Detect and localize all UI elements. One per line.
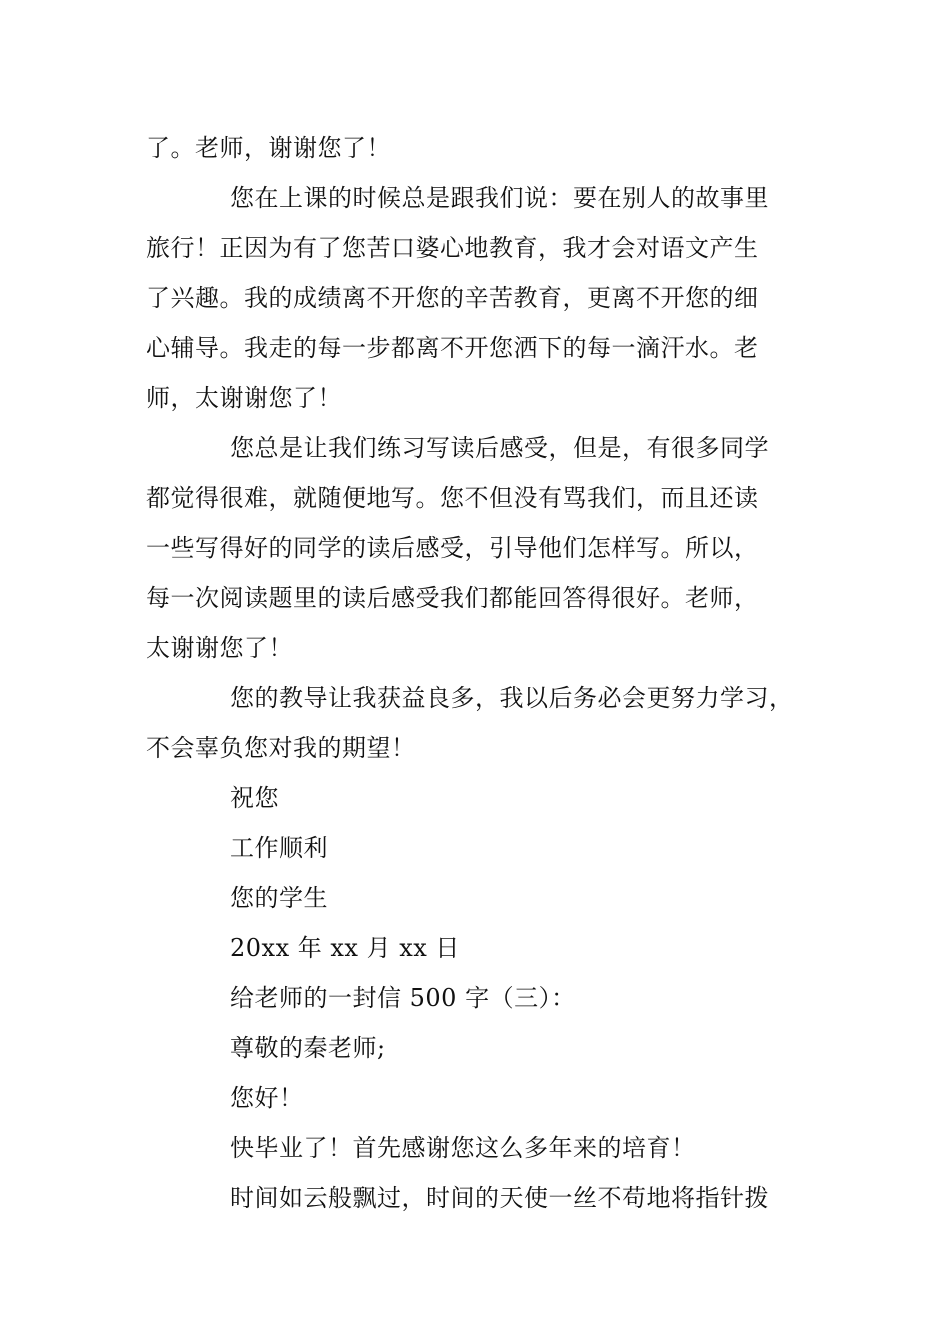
greeting: 您好！ bbox=[230, 1084, 304, 1112]
text-line: 每一次阅读题里的读后感受我们都能回答得很好。老师， bbox=[146, 584, 759, 612]
paragraph-start: 您的教导让我获益良多，我以后务必会更努力学习， bbox=[230, 684, 794, 712]
text-line: 一些写得好的同学的读后感受，引导他们怎样写。所以， bbox=[146, 534, 759, 562]
signature: 您的学生 bbox=[230, 884, 328, 912]
closing-wish: 祝您 bbox=[230, 784, 279, 812]
paragraph-start: 您在上课的时候总是跟我们说：要在别人的故事里 bbox=[230, 184, 769, 212]
text-line: 太谢谢您了！ bbox=[146, 634, 293, 662]
salutation: 尊敬的秦老师; bbox=[230, 1034, 386, 1062]
text-line: 了。老师，谢谢您了！ bbox=[146, 134, 391, 162]
text-line: 不会辜负您对我的期望！ bbox=[146, 734, 416, 762]
text-line: 旅行！正因为有了您苦口婆心地教育，我才会对语文产生 bbox=[146, 234, 759, 262]
text-line: 都觉得很难，就随便地写。您不但没有骂我们，而且还读 bbox=[146, 484, 759, 512]
section-heading: 给老师的一封信 500 字（三）： bbox=[230, 984, 576, 1012]
paragraph-start: 快毕业了！首先感谢您这么多年来的培育！ bbox=[230, 1134, 696, 1162]
closing-wish-detail: 工作顺利 bbox=[230, 834, 328, 862]
paragraph-start: 时间如云般飘过，时间的天使一丝不苟地将指针拨 bbox=[230, 1184, 769, 1212]
paragraph-start: 您总是让我们练习写读后感受，但是，有很多同学 bbox=[230, 434, 769, 462]
date-line: 20xx 年 xx 月 xx 日 bbox=[230, 934, 460, 962]
text-line: 了兴趣。我的成绩离不开您的辛苦教育，更离不开您的细 bbox=[146, 284, 759, 312]
text-line: 师，太谢谢您了！ bbox=[146, 384, 342, 412]
text-line: 心辅导。我走的每一步都离不开您洒下的每一滴汗水。老 bbox=[146, 334, 759, 362]
